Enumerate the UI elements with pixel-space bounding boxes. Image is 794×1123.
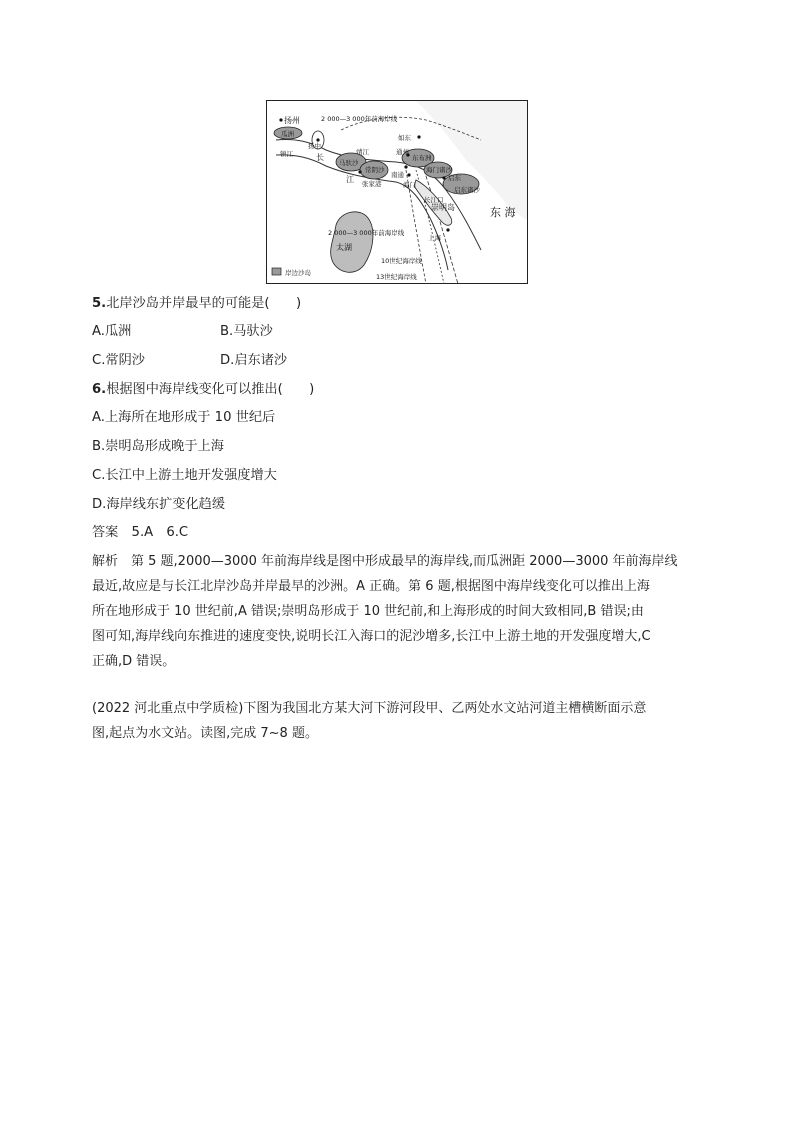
question-5: [92, 295, 301, 313]
question-6-stem: 根据图中海岸线变化可以推出( ): [106, 382, 315, 397]
coastline-map: [266, 100, 528, 284]
legend-swatch: [272, 268, 281, 275]
analysis-line: 所在地形成于 10 世纪前,A 错误;崇明岛形成于 10 世纪前,和上海形成的时间大致相同,B 错误;由: [92, 604, 644, 619]
label-coast-13c: 13世纪海岸线: [376, 273, 417, 281]
label-dongbuzhou: 东布洲: [412, 154, 432, 162]
label-nantong: 南通: [391, 171, 404, 179]
label-tongzhou: 通州: [396, 148, 409, 156]
label-coast-10c: 10世纪海岸线: [381, 257, 422, 265]
label-changyinsha: 常阴沙: [365, 166, 385, 174]
q6-option-a: A.上海所在地形成于 10 世纪后: [92, 410, 276, 425]
label-chongming: 崇明岛: [431, 203, 455, 212]
q6-option-b: B.崇明岛形成晚于上海: [92, 439, 224, 454]
label-yangzhong: 扬中: [308, 142, 321, 150]
intro-line: 图,起点为水文站。读图,完成 7~8 题。: [92, 726, 318, 741]
label-zhangjiagang: 张家港: [362, 180, 382, 188]
next-question-intro: [92, 696, 712, 746]
label-coast-mid: 2 000—3 000年前海岸线: [328, 229, 405, 237]
question-5-number: 5.: [92, 296, 107, 311]
label-qidongzhusha: 启东诸沙: [454, 186, 480, 194]
q5-option-a: A.瓜洲: [92, 324, 132, 339]
answer-line: 答案 5.A 6.C: [92, 525, 189, 540]
label-donghai: 东 海: [490, 206, 516, 219]
q6-option-c: C.长江中上游土地开发强度增大: [92, 468, 277, 483]
analysis-line: 图可知,海岸线向东推进的速度变快,说明长江入海口的泥沙增多,长江中上游土地的开发强度增大,C: [92, 629, 651, 644]
analysis-line: 正确,D 错误。: [92, 654, 176, 669]
q5-option-b: B.马驮沙: [220, 324, 273, 339]
label-haimenzhusha: 海门诸沙: [426, 166, 452, 174]
q5-option-c: C.常阴沙: [92, 353, 145, 368]
q5-option-d: D.启东诸沙: [220, 353, 288, 368]
question-5-stem: 北岸沙岛并岸最早的可能是( ): [106, 296, 302, 311]
label-haimen: 海门: [403, 181, 416, 189]
label-yangzhou: 扬州: [284, 116, 300, 125]
label-changjiangkou: 长江口: [424, 196, 444, 204]
intro-line: (2022 河北重点中学质检)下图为我国北方某大河下游河段甲、乙两处水文站河道主槽横断面示意: [92, 701, 647, 716]
label-chang: 长: [316, 153, 324, 162]
label-madousha: 马驮沙: [339, 159, 359, 167]
label-coast-top: 2 000—3 000年前海岸线: [321, 115, 398, 123]
label-shanghai: 上海: [428, 234, 441, 242]
label-jingjiang: 靖江: [356, 148, 369, 156]
analysis-line: 最近,故应是与长江北岸沙岛并岸最早的沙洲。A 正确。第 6 题,根据图中海岸线变化可以推出上海: [92, 579, 650, 594]
label-qidong: 启东: [448, 174, 461, 182]
question-6-number: 6.: [92, 382, 107, 397]
label-zhenjiang: 镇江: [280, 150, 293, 158]
analysis-paragraph: [92, 549, 712, 674]
label-jiang: 江: [346, 175, 354, 184]
question-6: [92, 381, 314, 399]
legend-label: 岸边沙岛: [285, 269, 311, 277]
label-rudong: 如东: [398, 134, 411, 142]
analysis-line: 解析 第 5 题,2000—3000 年前海岸线是图中形成最早的海岸线,而瓜洲距 2000—3000 年前海岸线: [92, 554, 678, 569]
label-taihu: 太湖: [336, 243, 352, 252]
q6-option-d: D.海岸线东扩变化趋缓: [92, 497, 226, 512]
label-guazhou: 瓜洲: [281, 130, 294, 138]
